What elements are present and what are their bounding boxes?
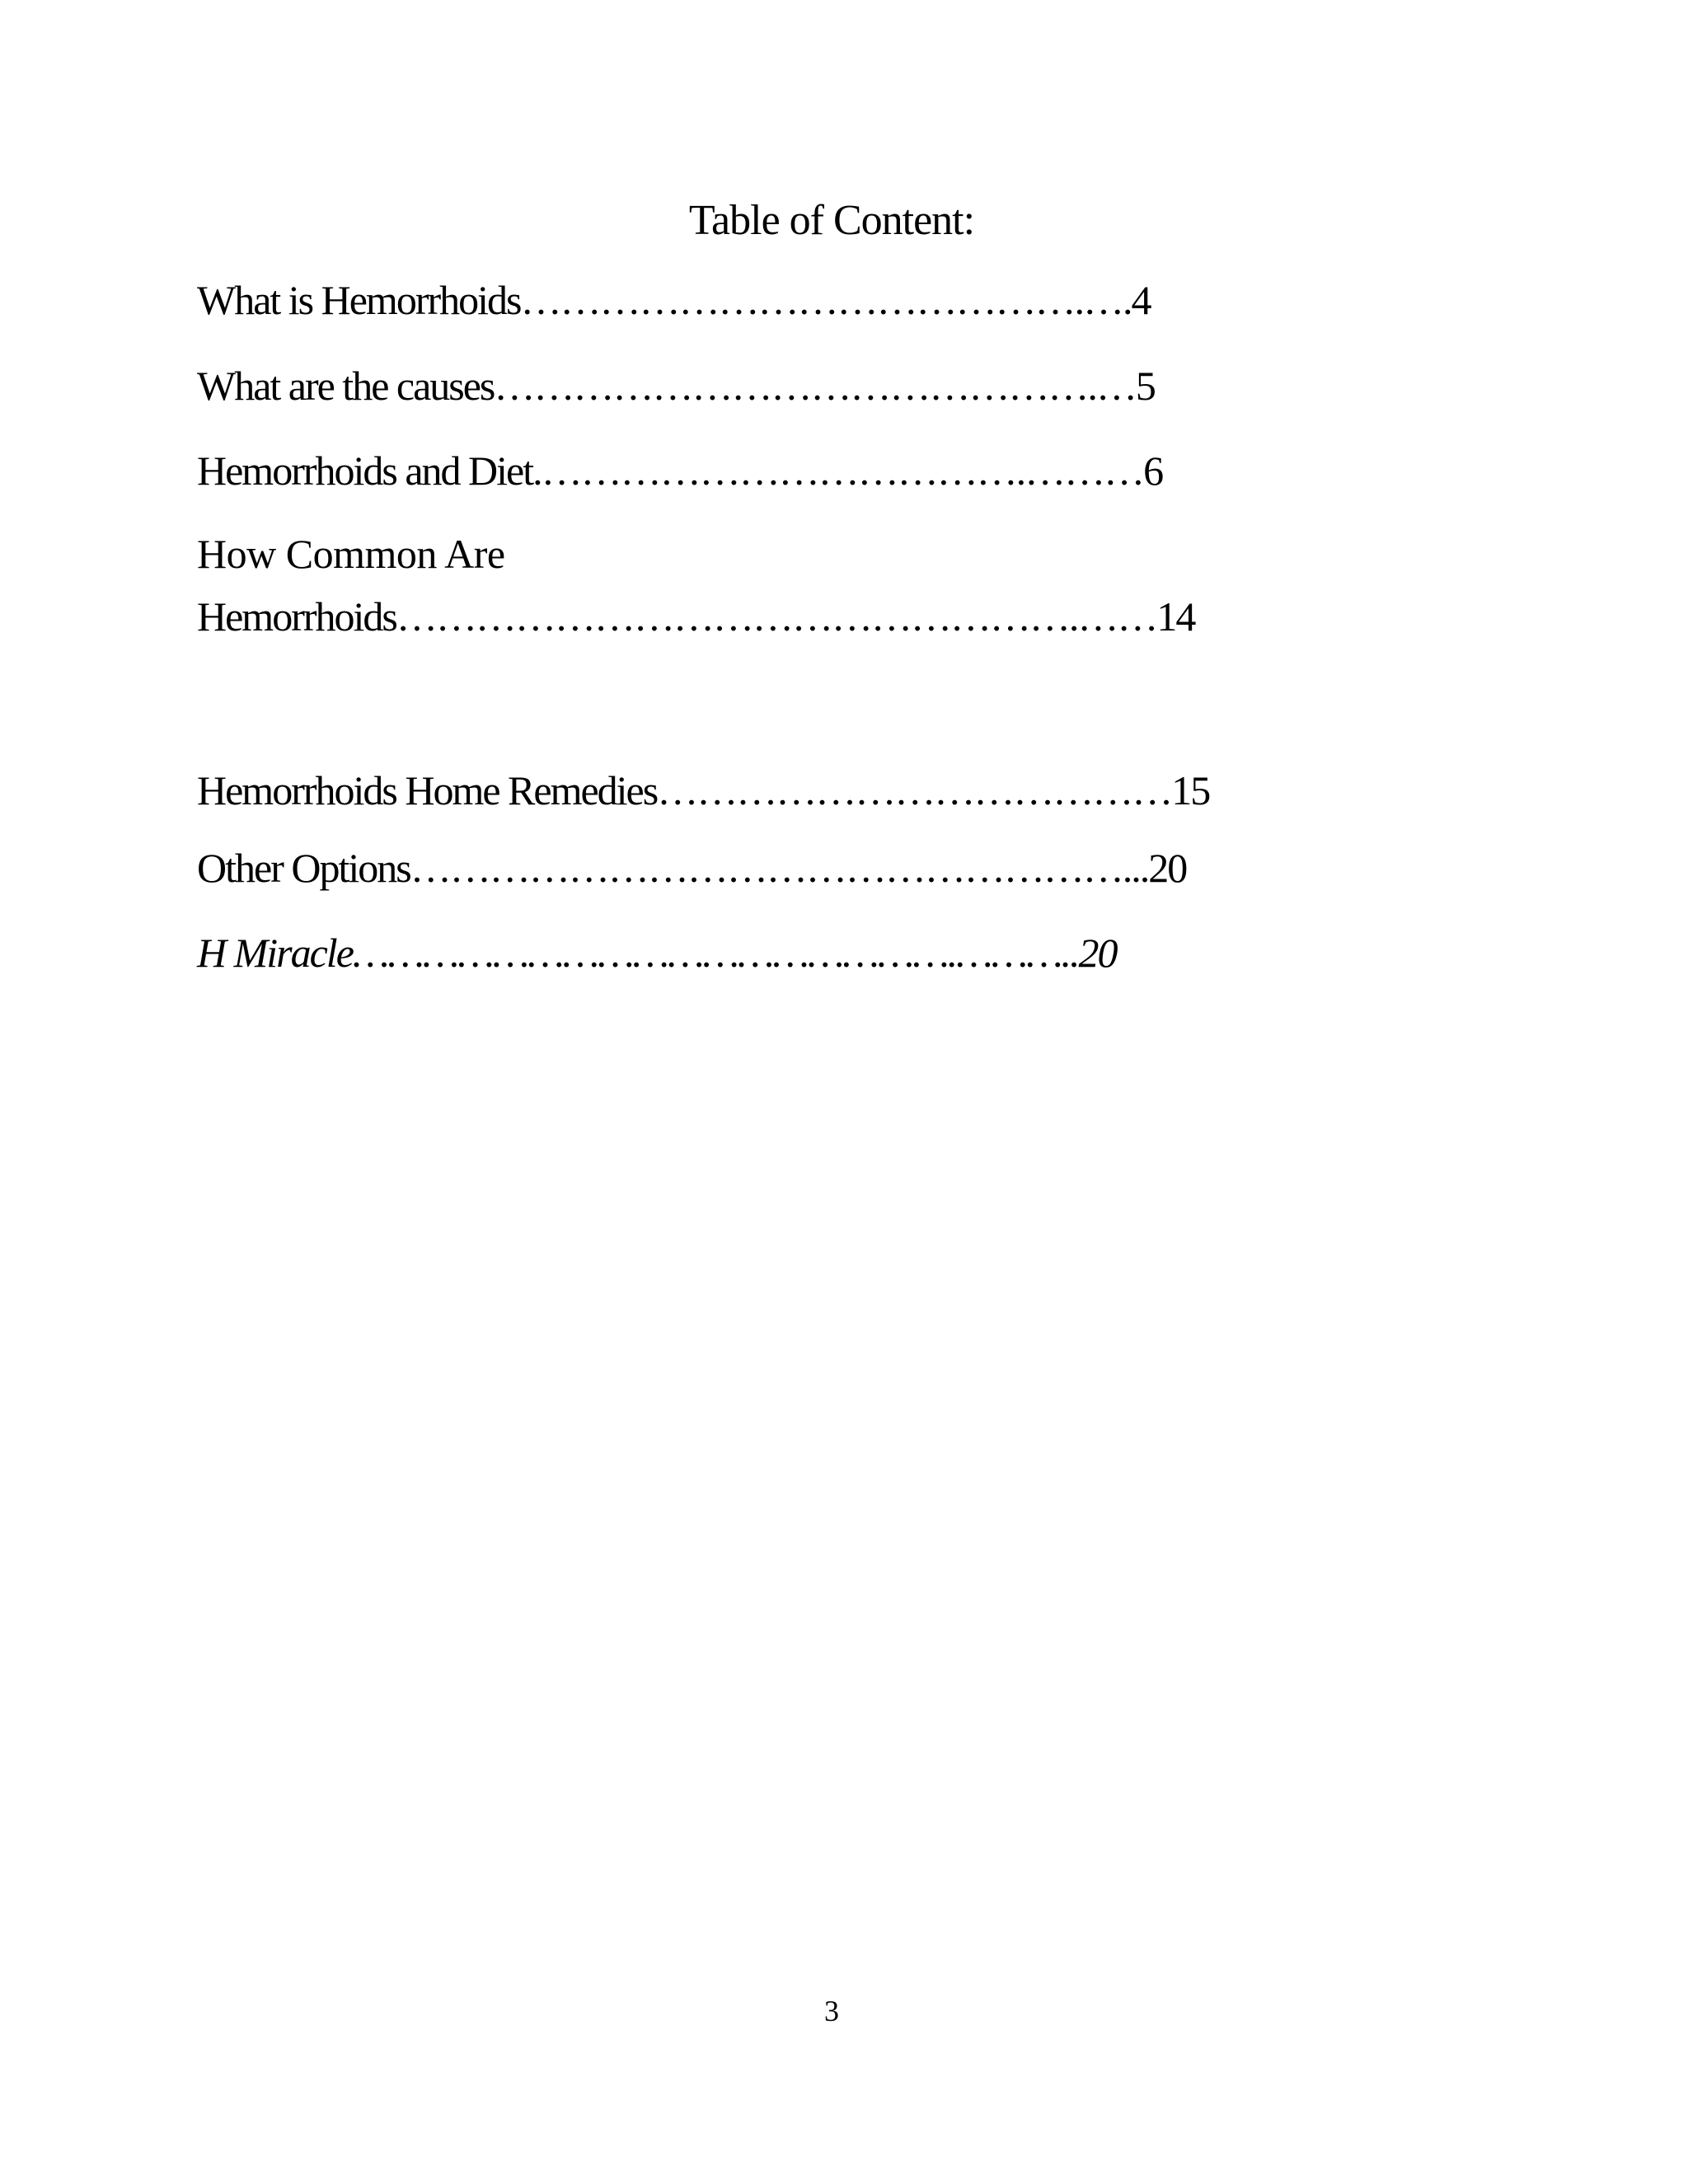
toc-entry-causes: What are the causes……………………………………….…5	[197, 363, 1155, 409]
toc-entry-h-miracle: H Miracle…………………………………………….………..20	[197, 930, 1117, 976]
toc-entry-what-is-hemorrhoids: What is Hemorrhoids…………………………………….….4	[197, 277, 1151, 323]
toc-entry-diet: Hemorrhoids and Diet.……………………………….………6	[197, 448, 1163, 494]
toc-entry-home-remedies: Hemorrhoids Home Remedies…………………………………15	[197, 767, 1210, 813]
toc-title: Table of Content:	[688, 197, 975, 244]
toc-entry-how-common-line2: Hemorrhoids…………………………………………….……14	[197, 593, 1195, 640]
toc-entry-how-common-line1: How Common Are	[197, 531, 505, 577]
toc-entry-other-options: Other Options………………………………………………...20	[197, 845, 1187, 891]
page-number: 3	[824, 1994, 839, 2027]
